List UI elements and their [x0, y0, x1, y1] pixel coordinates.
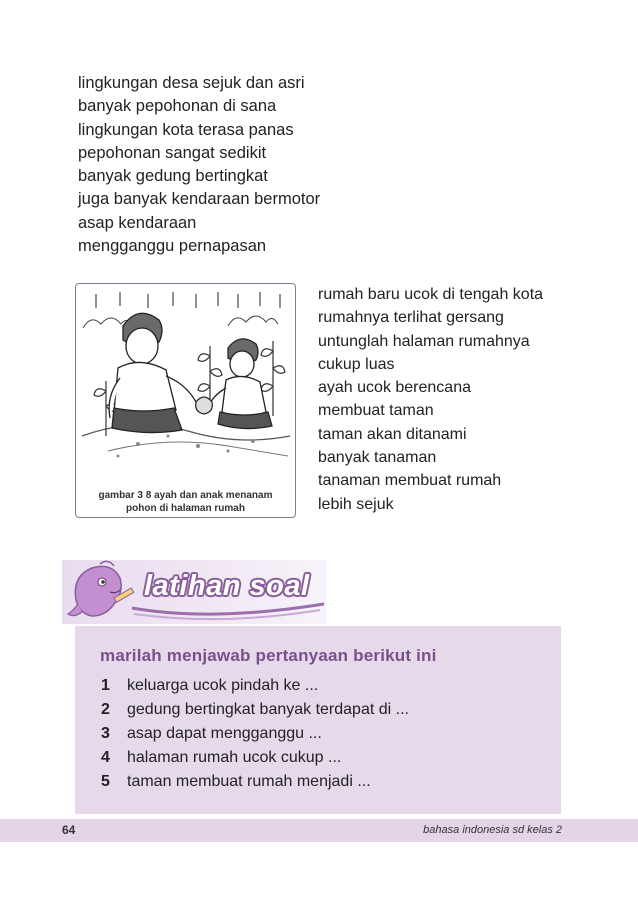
- poem-line: cukup luas: [318, 355, 395, 373]
- question-number: 2: [101, 701, 110, 718]
- poem-line: lingkungan kota terasa panas: [78, 120, 294, 139]
- poem-line: ayah ucok berencana: [318, 379, 471, 397]
- poem-line: asap kendaraan: [78, 213, 197, 232]
- poem-part-1: [78, 72, 320, 258]
- caption-line: pohon di halaman rumah: [126, 503, 245, 514]
- caption-line: gambar 3 8 ayah dan anak menanam: [98, 490, 273, 501]
- page-footer: [0, 819, 638, 842]
- question-number: 1: [101, 677, 110, 694]
- question-number: 4: [101, 749, 110, 766]
- poem-line: untunglah halaman rumahnya: [318, 332, 530, 350]
- poem-line: taman akan ditanami: [318, 425, 467, 443]
- poem-line: lingkungan desa sejuk dan asri: [78, 74, 305, 92]
- list-item: [101, 770, 409, 794]
- poem-line: juga banyak kendaraan bermotor: [78, 190, 321, 209]
- list-item: [101, 722, 409, 746]
- exercise-banner: [62, 560, 326, 624]
- question-text: asap dapat mengganggu ...: [127, 725, 322, 742]
- poem-line: tanaman membuat rumah: [318, 472, 502, 490]
- figure-caption: [76, 489, 295, 515]
- poem-line: membuat taman: [318, 402, 434, 420]
- exercise-heading: marilah menjawab pertanyaan berikut ini: [100, 646, 437, 665]
- question-number: 3: [101, 725, 110, 742]
- page-number: 64: [62, 823, 76, 837]
- poem-line: lebih sejuk: [318, 495, 394, 513]
- list-item: [101, 698, 409, 722]
- banner-title: latihan soal: [144, 570, 310, 602]
- question-text: halaman rumah ucok cukup ...: [127, 749, 342, 766]
- question-number: 5: [101, 773, 110, 790]
- question-list: [101, 674, 409, 794]
- exercise-panel: [75, 626, 561, 814]
- poem-line: rumahnya terlihat gersang: [318, 309, 504, 327]
- list-item: [101, 746, 409, 770]
- poem-line: pepohonan sangat sedikit: [78, 143, 267, 162]
- poem-part-2: [318, 283, 568, 516]
- poem-line: rumah baru ucok di tengah kota: [318, 286, 544, 303]
- book-title: bahasa indonesia sd kelas 2: [423, 824, 562, 836]
- illustration-figure: [75, 283, 296, 518]
- poem-line: banyak pepohonan di sana: [78, 97, 277, 116]
- planting-illustration: [78, 286, 293, 486]
- poem-line: banyak tanaman: [318, 449, 437, 467]
- question-text: keluarga ucok pindah ke ...: [127, 677, 319, 694]
- poem-line: banyak gedung bertingkat: [78, 167, 268, 186]
- poem-line: mengganggu pernapasan: [78, 237, 267, 256]
- list-item: [101, 674, 409, 698]
- question-text: taman membuat rumah menjadi ...: [127, 773, 371, 790]
- question-text: gedung bertingkat banyak terdapat di ...: [127, 701, 409, 718]
